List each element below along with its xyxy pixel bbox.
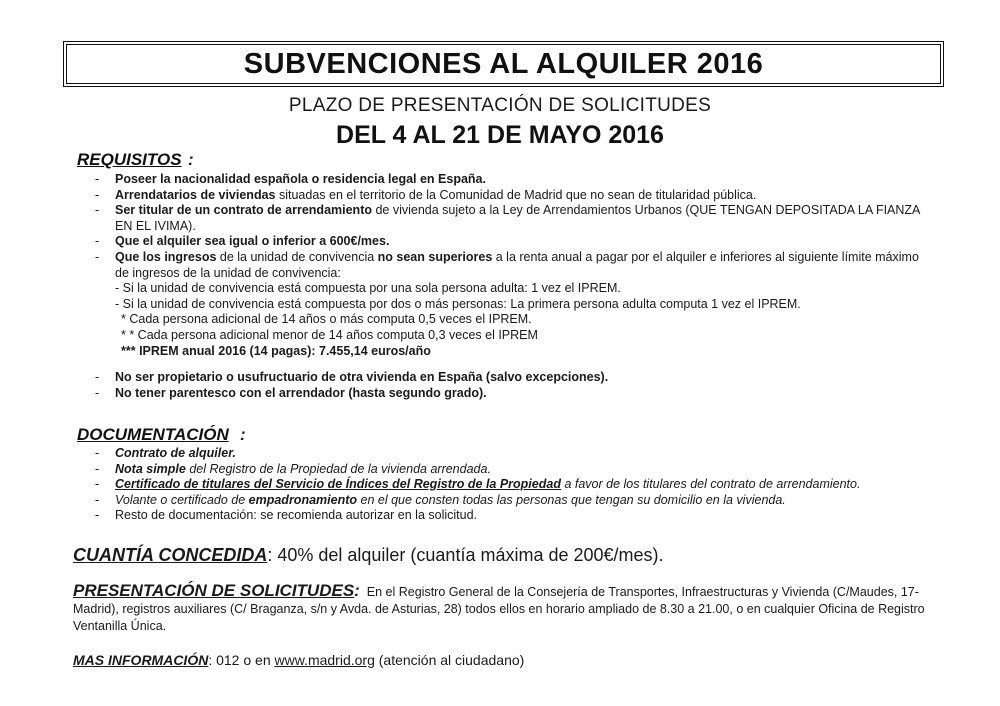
documentacion-heading: DOCUMENTACIÓN	[77, 425, 229, 444]
subtitle: PLAZO DE PRESENTACIÓN DE SOLICITUDES	[288, 95, 712, 116]
list-item: - Resto de documentación: se recomienda autorizar en la solicitud.	[95, 508, 478, 523]
requisitos-list-2	[95, 370, 935, 401]
info-heading: MAS INFORMACIÓN	[73, 652, 209, 668]
list-item: - Ser titular de un contrato de arrendamiento de vivienda sujeto a la Ley de Arrendamientos Urbanos (QUE TENGAN DEPOSITADA LA FIANZA EN EL IVIMA).	[95, 203, 920, 233]
list-item: - Que los ingresos de la unidad de convivencia no sean superiores a la renta anual a pagar por el alquiler e inferiores al siguiente límite máximo de ingresos de la unidad de convivencia:	[95, 249, 919, 280]
list-item: - Que el alquiler sea igual o inferior a 600€/mes.	[95, 234, 390, 249]
list-item: - Poseer la nacionalidad española o residencia legal en España.	[95, 172, 486, 186]
madrid-link[interactable]: www.madrid.org	[274, 652, 375, 668]
cuantia-text: : 40% del alquiler (cuantía máxima de 200€/mes).	[267, 545, 664, 565]
list-item: - Certificado de titulares del Servicio de Índices del Registro de la Propiedad a favor de los titulares del contrato de arrendamiento.	[95, 477, 861, 492]
cuantia-heading: CUANTÍA CONCEDIDA	[73, 545, 268, 565]
list-item: - Arrendatarios de viviendas situadas en el territorio de la Comunidad de Madrid que no sean de titularidad pública.	[95, 187, 757, 202]
sub-list-item: - Si la unidad de convivencia está compuesta por dos o más personas: La primera persona adulta computa 1 vez el IPREM.	[115, 296, 801, 311]
cuantia-section	[73, 545, 933, 566]
presentacion-text: En el Registro General de la Consejería de Transportes, Infraestructuras y Vivienda (C/Maudes, 17-Madrid), registros auxiliares (C/ Braganza, s/n y Avda. de Asturias, 28) todos ellos en horario ampliado de 8.30 a 21.00, o en cualquier Oficina de Registro Ventanilla Única.	[73, 585, 925, 633]
info-section: MAS INFORMACIÓN: 012 o en www.madrid.org (atención al ciudadano)	[73, 652, 525, 668]
list-item: - No tener parentesco con el arrendador (hasta segundo grado).	[95, 385, 487, 400]
sub-list-item: * * Cada persona adicional menor de 14 años computa 0,3 veces el IPREM	[121, 327, 538, 342]
list-item: - Contrato de alquiler.	[95, 446, 236, 460]
requisitos-list	[95, 172, 935, 359]
sub-list-item: - Si la unidad de convivencia está compuesta por una sola persona adulta: 1 vez el IPREM.	[115, 281, 621, 296]
page-title: SUBVENCIONES AL ALQUILER 2016	[243, 47, 764, 80]
documentacion-list	[95, 446, 935, 524]
list-item: - Nota simple del Registro de la Propiedad de la vivienda arrendada.	[95, 461, 491, 476]
presentacion-section: PRESENTACIÓN DE SOLICITUDES: En el Registro General de la Consejería de Transportes, Infraestructuras y Vivienda (C/Maudes, 17-Madrid), registros auxiliares (C/ Braganza, s/n y Avda. de Asturias, 28) todos ellos en horario ampliado de 8.30 a 21.00, o en cualquier Oficina de Registro Ventanilla Única.	[73, 581, 925, 633]
documentacion-colon: :	[240, 425, 246, 444]
requisitos-colon: :	[188, 150, 194, 169]
presentacion-heading: PRESENTACIÓN DE SOLICITUDES	[73, 581, 355, 600]
list-item: - No ser propietario o usufructuario de otra vivienda en España (salvo excepciones).	[95, 370, 609, 384]
requisitos-heading: REQUISITOS	[77, 150, 182, 169]
title-box	[63, 41, 944, 87]
submission-dates: DEL 4 AL 21 DE MAYO 2016	[336, 121, 664, 149]
list-item: - Volante o certificado de empadronamiento en el que consten todas las personas que tengan su domicilio en la vivienda.	[95, 492, 786, 507]
sub-list-item: * Cada persona adicional de 14 años o más computa 0,5 veces el IPREM.	[121, 312, 532, 327]
sub-list-item: *** IPREM anual 2016 (14 pagas): 7.455,14 euros/año	[121, 343, 431, 358]
